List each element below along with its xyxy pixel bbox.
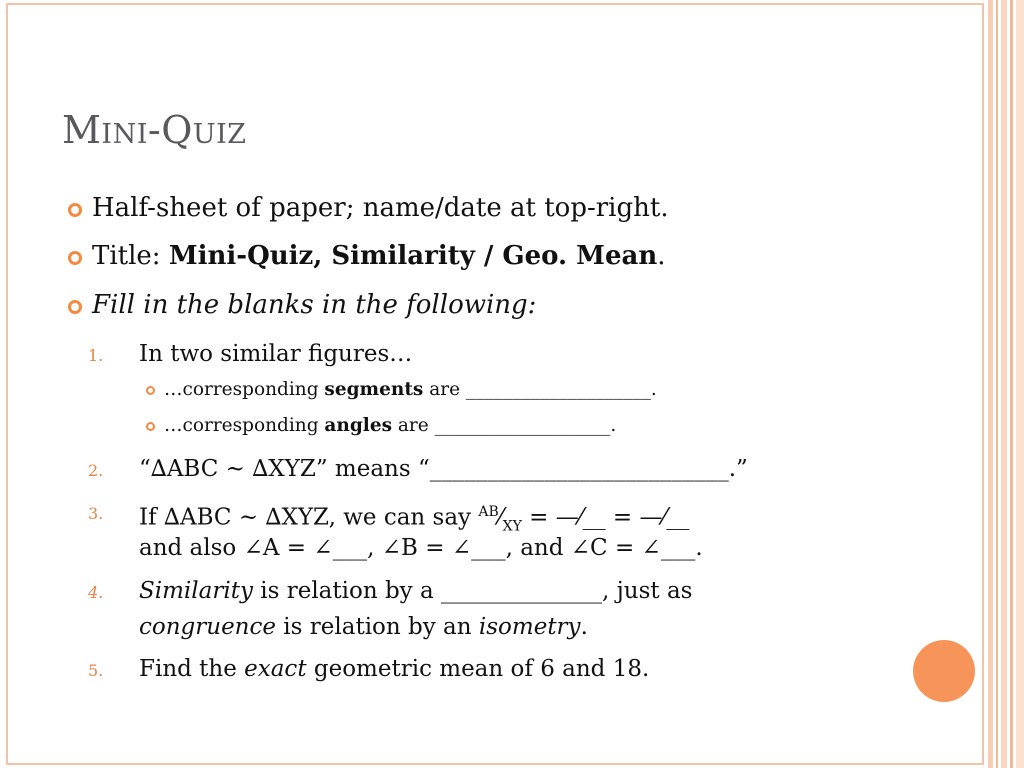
item-number: 1.: [88, 346, 104, 365]
decor-circle: [913, 640, 975, 702]
item-text: Similarity is relation by a ______________, just as: [139, 578, 693, 604]
bullet-icon: [68, 300, 82, 314]
bullet-text: Title: Mini-Quiz, Similarity / Geo. Mean.: [92, 241, 666, 271]
item-text: If ∆ABC ~ ∆XYZ, we can say $^{AB}⁄_{XY}$ = —⁄__ = —⁄__: [139, 504, 690, 535]
bullet-text: Fill in the blanks in the following:: [92, 290, 537, 320]
decor-stripe: [996, 0, 998, 768]
bullet-text: Half-sheet of paper; name/date at top-right.: [92, 193, 669, 223]
item-text: In two similar figures…: [139, 341, 413, 367]
item-number: 3.: [88, 504, 104, 523]
item-text: “∆ABC ~ ∆XYZ” means “__________________________.”: [139, 456, 748, 482]
item-text: and also ∠A = ∠___, ∠B = ∠___, and ∠C = ∠___.: [139, 535, 703, 561]
item-text: congruence is relation by an isometry.: [139, 614, 588, 640]
sub-item-text: …corresponding segments are ____________________.: [164, 379, 657, 400]
item-number: 5.: [88, 661, 104, 680]
bullet-icon: [68, 251, 82, 265]
sub-item-text: …corresponding angles are ___________________.: [164, 415, 617, 436]
slide-title: Mini-Quiz: [62, 108, 247, 152]
bullet-icon: [146, 386, 155, 395]
decor-stripe: [988, 0, 993, 768]
decor-stripe: [1010, 0, 1013, 768]
bullet-icon: [146, 422, 155, 431]
item-text: Find the exact geometric mean of 6 and 18.: [139, 656, 650, 682]
bullet-icon: [68, 203, 82, 217]
item-number: 4.: [88, 583, 104, 602]
item-number: 2.: [88, 461, 104, 480]
decor-stripe: [1001, 0, 1007, 768]
decor-stripe: [1016, 0, 1024, 768]
